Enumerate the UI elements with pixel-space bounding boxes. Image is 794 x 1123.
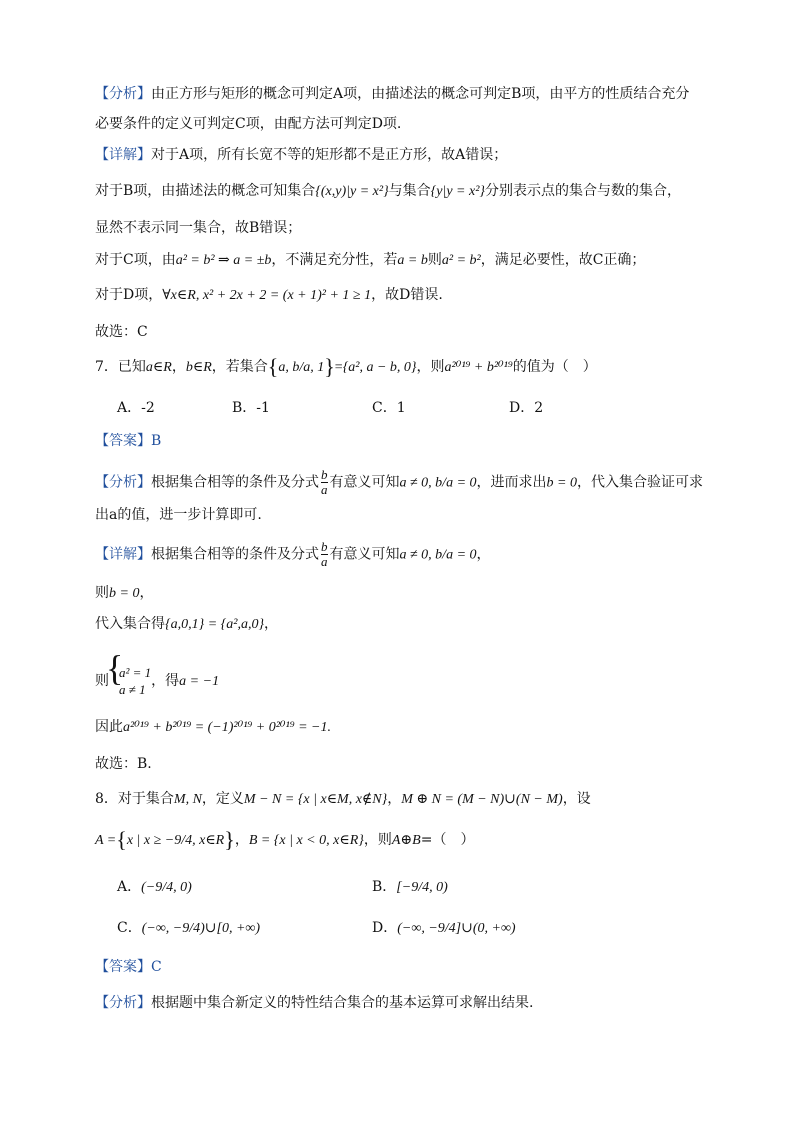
set-points-math: {(x,y)|y = x²}: [315, 184, 389, 199]
q7-stem-eq: =: [334, 360, 343, 375]
q6-detail-line-1: [95, 145, 507, 165]
q7-step2-pre: 代入集合得: [95, 616, 165, 632]
q8-stem-pre: 8．对于集合: [95, 791, 174, 807]
detail-b-mid: 与集合: [388, 183, 431, 199]
q7-expr: a²⁰¹⁹ + b²⁰¹⁹: [444, 360, 513, 375]
q8-stem: [95, 789, 591, 810]
q7-step-3: [95, 664, 219, 698]
q7-stem: 7．已知a∈R，b∈R，若集合{a, b/a, 1}={a², a − b, 0}，则a²⁰¹⁹ + b²⁰¹⁹的值为（ ）: [95, 354, 597, 379]
q7-step4-math: a²⁰¹⁹ + b²⁰¹⁹ = (−1)²⁰¹⁹ + 0²⁰¹⁹ = −1.: [123, 720, 332, 735]
q7-stem-mid: ，若集合: [211, 359, 268, 375]
q7-step-2: [95, 614, 278, 635]
q7-stem-mid2: ，则: [416, 359, 445, 375]
q7-option-c: C．1: [372, 400, 406, 416]
analysis-text: 由正方形与矩形的概念可判定A项，由描述法的概念可判定B项，由平方的性质结合充分: [151, 86, 690, 102]
q7-analysis-pre: 根据集合相等的条件及分式: [151, 474, 319, 491]
q8-option-a: [117, 877, 192, 898]
q7-math-a-real: a∈R: [145, 360, 172, 375]
q7-step1-post: ，: [139, 585, 154, 601]
q7-step2-math: {a,0,1} = {a²,a,0}: [165, 617, 265, 632]
q6-choice: 故选：C: [95, 324, 148, 340]
q8-option-d: [372, 918, 516, 939]
q7-stem-pre: 7．已知: [95, 359, 146, 375]
option-expr: (−∞, −9/4]∪(0, +∞): [397, 921, 516, 936]
option-expr: (−9/4, 0): [141, 880, 192, 895]
q8-stem-post: ，设: [562, 791, 591, 807]
q8-answer: [95, 957, 162, 977]
detail-c-mid2: 则: [427, 252, 442, 268]
detail-c-pre: 对于C项，由: [95, 252, 176, 268]
q7-step3-pre: 则: [95, 673, 109, 689]
q7-analysis-mid2: ，进而求出: [476, 474, 547, 491]
q8-math-mn: M, N: [173, 792, 202, 807]
q8-set-b: B = {x | x < 0, x∈R}: [248, 833, 364, 848]
analysis-tag: 【分析】: [95, 995, 151, 1011]
fraction-b-over-a: $\frac{b}{a}$: [321, 467, 328, 497]
q8-def-symmetric: M ⊕ N = (M − N)∪(N − M): [401, 792, 563, 807]
q8-set-a-pre: A =: [95, 833, 117, 848]
q8-set-a-body: x | x ≥ −9/4, x∈R: [126, 833, 225, 848]
q7-step-1: [95, 583, 153, 604]
q6-detail-line-d: [95, 285, 443, 306]
detail-c-post: ，满足必要性，故C正确；: [480, 252, 646, 268]
detail-tag: 【详解】: [95, 546, 151, 563]
q8-ask-pre: ，则: [363, 832, 392, 848]
q7-detail-mid: 有意义可知: [329, 546, 400, 563]
q8-ask-post: =（ ）: [420, 832, 475, 848]
math-c3: a² = b²: [441, 253, 481, 268]
system-eq-1: { a² = 1: [119, 665, 152, 680]
detail-d-pre: 对于D项，: [95, 287, 163, 303]
q6-detail-line-b2: 显然不表示同一集合，故B错误；: [95, 220, 302, 236]
option-label: D．: [372, 920, 398, 936]
detail-d-post: ，故D错误.: [371, 287, 443, 303]
detail-text: 对于A项，所有长宽不等的矩形都不是正方形，故A错误；: [151, 147, 508, 163]
q7-analysis-post: ，代入集合验证可求: [576, 474, 703, 491]
q7-analysis-line-2: 出a的值，进一步计算即可.: [95, 507, 262, 523]
system-eq-2: a ≠ 1: [119, 682, 146, 697]
option-label: B．: [372, 879, 397, 895]
q8-ask-math: A⊕B: [391, 833, 421, 848]
q6-analysis-line-2: 必要条件的定义可判定C项，由配方法可判定D项.: [95, 116, 402, 132]
option-label: A．: [117, 879, 142, 895]
q7-option-a: A．-2: [117, 400, 155, 416]
detail-b-post: 分别表示点的集合与数的集合，: [485, 183, 682, 199]
math-d: ∀x∈R, x² + 2x + 2 = (x + 1)² + 1 ≥ 1: [162, 288, 372, 303]
q7-detail-end: ，: [476, 546, 491, 563]
q7-analysis-b0: b = 0: [546, 475, 577, 491]
q8-stem-mid: ，定义: [201, 791, 244, 807]
option-label: C．: [117, 920, 142, 936]
q7-step3-math: a = −1: [179, 674, 220, 689]
q8-option-b: [372, 877, 448, 898]
q7-stem-sep: ，: [171, 359, 186, 375]
answer-tag: 【答案】C: [95, 959, 162, 975]
q8-stem-sep: ，: [387, 791, 402, 807]
q7-choice: 故选：B.: [95, 756, 152, 772]
option-expr: (−∞, −9/4)∪[0, +∞): [141, 921, 261, 936]
q7-step4-pre: 因此: [95, 719, 123, 735]
set-numbers-math: {y|y = x²}: [430, 184, 486, 199]
q7-analysis-mid: 有意义可知: [329, 474, 400, 491]
q7-analysis-cond: a ≠ 0, b/a = 0: [399, 475, 477, 491]
q6-analysis-line-1: [95, 84, 689, 104]
detail-c-mid: ，不满足充分性，若: [271, 252, 398, 268]
q6-detail-line-b: [95, 181, 681, 202]
equation-system: [109, 664, 151, 698]
q7-step-4: [95, 717, 331, 738]
detail-b-pre: 对于B项，由描述法的概念可知集合: [95, 183, 316, 199]
q7-step2-post: ，: [264, 616, 279, 632]
q7-analysis-line-1: [95, 468, 703, 497]
q7-set-right: {a², a − b, 0}: [342, 360, 417, 375]
math-c1: a² = b² ⇒ a = ±b: [175, 253, 272, 268]
q7-detail-cond: a ≠ 0, b/a = 0: [399, 547, 477, 563]
q7-detail-pre: 根据集合相等的条件及分式: [151, 546, 319, 563]
math-c2: a = b: [397, 253, 428, 268]
q7-step1-pre: 则: [95, 585, 109, 601]
q8-option-c: [117, 918, 260, 939]
q7-step1-math: b = 0: [109, 586, 140, 601]
analysis-tag: 【分析】: [95, 474, 151, 491]
fraction-b-over-a: $\frac{b}{a}$: [321, 539, 328, 569]
q7-answer: [95, 431, 161, 451]
q7-set-left: a, b/a, 1: [278, 360, 325, 375]
q7-option-b: B．-1: [232, 400, 270, 416]
q8-def-difference: M − N = {x | x∈M, x∉N}: [243, 792, 388, 807]
q7-stem-post: 的值为（ ）: [512, 359, 597, 375]
q8-analysis: [95, 993, 533, 1013]
answer-tag: 【答案】B: [95, 433, 162, 449]
option-expr: [−9/4, 0): [396, 880, 448, 895]
q6-detail-line-c: [95, 250, 645, 271]
detail-tag: 【详解】: [95, 147, 151, 163]
q7-detail-line-1: [95, 540, 491, 569]
q7-step3-mid: ，得: [151, 673, 180, 689]
analysis-tag: 【分析】: [95, 86, 151, 102]
q8-analysis-text: 根据题中集合新定义的特性结合集合的基本运算可求解出结果.: [151, 995, 534, 1011]
q7-math-b-real: b∈R: [185, 360, 212, 375]
q7-option-d: D．2: [509, 400, 544, 416]
q8-sets: A ={x | x ≥ −9/4, x∈R}，B = {x | x < 0, x∈R}，则A⊕B=（ ）: [95, 827, 475, 852]
